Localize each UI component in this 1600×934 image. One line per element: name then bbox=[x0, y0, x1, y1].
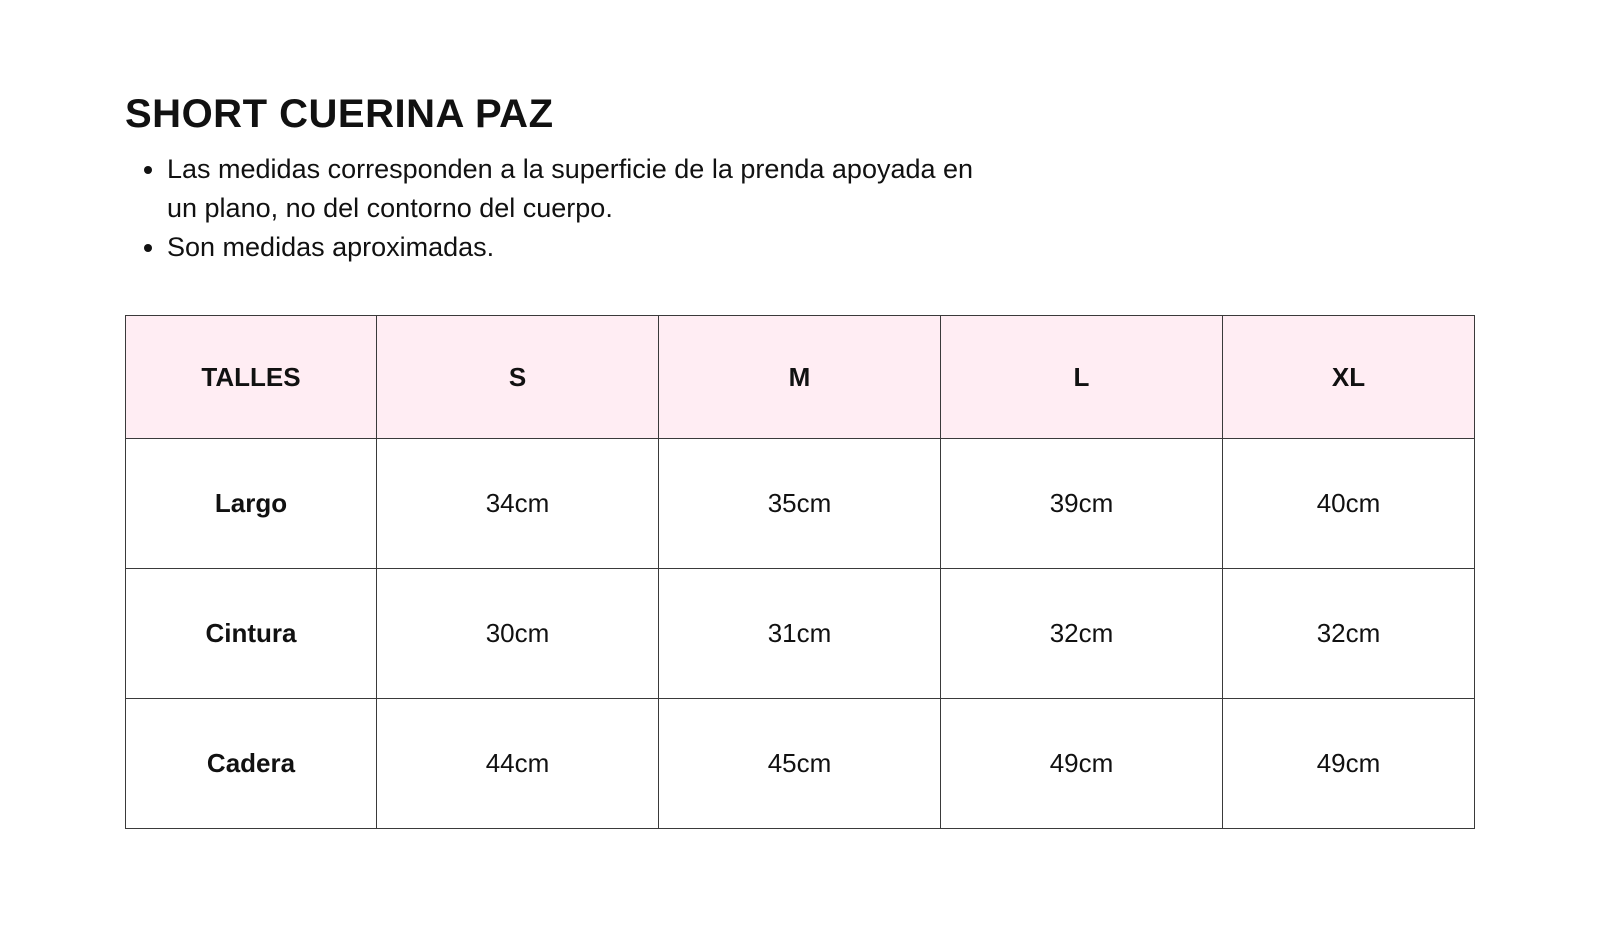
table-cell: 45cm bbox=[659, 699, 941, 829]
table-row bbox=[126, 439, 1475, 569]
table-cell: 49cm bbox=[941, 699, 1223, 829]
header-cell-s: S bbox=[377, 316, 659, 439]
table-cell: 30cm bbox=[377, 569, 659, 699]
row-label-cintura: Cintura bbox=[126, 569, 377, 699]
header-cell-xl: XL bbox=[1223, 316, 1475, 439]
table-cell: 44cm bbox=[377, 699, 659, 829]
table-header-row bbox=[126, 316, 1475, 439]
row-label-largo: Largo bbox=[126, 439, 377, 569]
table-cell: 32cm bbox=[1223, 569, 1475, 699]
notes-list bbox=[125, 150, 987, 267]
table-cell: 40cm bbox=[1223, 439, 1475, 569]
table-cell: 49cm bbox=[1223, 699, 1475, 829]
size-guide bbox=[125, 90, 1475, 778]
table-row bbox=[126, 569, 1475, 699]
header-cell-l: L bbox=[941, 316, 1223, 439]
size-table bbox=[125, 315, 1475, 829]
page-title: SHORT CUERINA PAZ bbox=[125, 92, 554, 136]
table-cell: 39cm bbox=[941, 439, 1223, 569]
table-cell: 32cm bbox=[941, 569, 1223, 699]
header-cell-talles: TALLES bbox=[126, 316, 377, 439]
note-item: • Son medidas aproximadas. bbox=[167, 228, 987, 267]
table-cell: 31cm bbox=[659, 569, 941, 699]
header-cell-m: M bbox=[659, 316, 941, 439]
note-item: • Las medidas corresponden a la superficie de la prenda apoyada en un plano, no del contorno del cuerpo. bbox=[167, 150, 987, 228]
row-label-cadera: Cadera bbox=[126, 699, 377, 829]
table-row bbox=[126, 699, 1475, 829]
table-cell: 34cm bbox=[377, 439, 659, 569]
table-cell: 35cm bbox=[659, 439, 941, 569]
